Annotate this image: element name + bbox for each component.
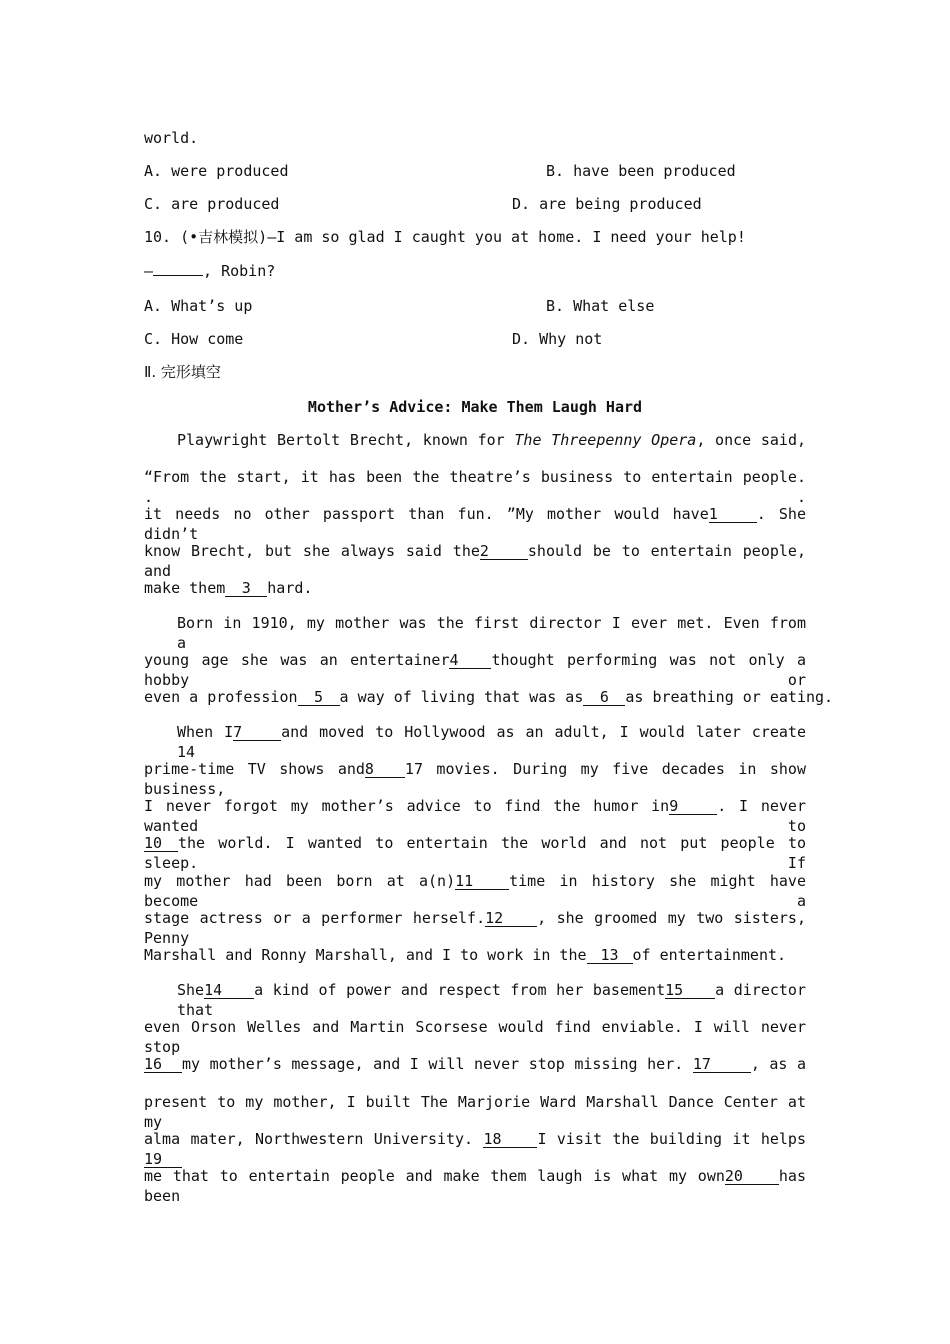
p1-text: Playwright Bertolt Brecht, known for (177, 431, 515, 449)
p1-line-4 (144, 541, 806, 581)
p3-line-7 (144, 945, 786, 965)
q9-option-c: C. are produced (144, 195, 280, 213)
p1-text: make them (144, 579, 226, 597)
p1-text: . She didn’t (144, 505, 806, 543)
blank-11[interactable]: 11 (455, 873, 509, 890)
blank-6[interactable]: 6 (583, 689, 625, 706)
blank-9[interactable]: 9 (669, 798, 717, 815)
blank-3[interactable]: 3 (225, 580, 267, 597)
passage-title: Mother’s Advice: Make Them Laugh Hard (307, 398, 643, 416)
p1-line-2: “From the start, it has been the theatre’s business to entertain people. . . (144, 468, 806, 506)
p3-text: my mother had been born at a(n) (144, 872, 456, 890)
q9-option-a: A. were produced (144, 162, 289, 180)
blank-14[interactable]: 14 (204, 982, 254, 999)
p3-text: time in history she might have become a (144, 872, 806, 910)
blank-15[interactable]: 15 (665, 982, 715, 999)
p4-text: me that to entertain people and make them laugh is what my own (144, 1167, 725, 1185)
p4-text: I visit the building it helps (537, 1130, 806, 1148)
p1-line-5 (144, 578, 312, 598)
p3-text: and moved to Hollywood as an adult, I would later create 14 (177, 723, 806, 761)
section-heading: Ⅱ. 完形填空 (144, 363, 221, 381)
p3-text: Marshall and Ronny Marshall, and I to work in the (144, 946, 587, 964)
p2-line-2 (144, 650, 806, 690)
q10-reply-prefix: — (144, 262, 154, 280)
p3-text: stage actress or a performer herself. (144, 909, 486, 927)
blank-5[interactable]: 5 (298, 689, 340, 706)
p2-line-3 (144, 687, 833, 707)
p2-line-1: Born in 1910, my mother was the first director I ever met. Even from a (177, 614, 806, 652)
p1-text: know Brecht, but she always said the (144, 542, 480, 560)
p3-line-5 (144, 871, 806, 911)
p3-text: , she groomed my two sisters, Penny (144, 909, 806, 947)
p2-text: a way of living that was as (339, 688, 584, 706)
p1-text: it needs no other passport than fun. ”My mother would have (144, 505, 709, 523)
p3-text: When I (177, 723, 234, 741)
q9-option-d: D. are being produced (512, 195, 702, 213)
p4-line-6 (144, 1166, 806, 1206)
q10-option-a: A. What’s up (144, 297, 253, 315)
blank-19[interactable]: 19 (144, 1151, 182, 1168)
p3-text: I never forgot my mother’s advice to find the humor in (144, 797, 670, 815)
blank-17[interactable]: 17 (693, 1056, 751, 1073)
blank-7[interactable]: 7 (233, 724, 281, 741)
p4-text: alma mater, Northwestern University. (144, 1130, 474, 1148)
p4-text: She (177, 981, 205, 999)
p1-line-1 (177, 430, 806, 450)
blank-16[interactable]: 16 (144, 1056, 182, 1073)
blank-18[interactable]: 18 (483, 1131, 537, 1148)
p4-text: a director that (177, 981, 806, 1019)
p3-text: 17 movies. During my five decades in show business, (144, 760, 806, 798)
p4-line-3 (144, 1054, 806, 1074)
p3-line-3 (144, 796, 806, 836)
q9-option-b: B. have been produced (546, 162, 736, 180)
blank-4[interactable]: 4 (449, 652, 491, 669)
p3-line-1 (177, 722, 806, 762)
p1-text: , once said, (696, 431, 806, 449)
blank-13[interactable]: 13 (587, 947, 633, 964)
p1-line-3 (144, 504, 806, 544)
q10-reply-suffix: , Robin? (203, 262, 276, 280)
blank-12[interactable]: 12 (485, 910, 537, 927)
q9-tail: world. (144, 129, 199, 147)
blank-8[interactable]: 8 (365, 761, 405, 778)
p4-text: a kind of power and respect from her basement (254, 981, 666, 999)
p4-line-5 (144, 1129, 806, 1169)
q10-option-d: D. Why not (512, 330, 603, 348)
q10-reply (144, 261, 275, 281)
p3-text: prime-time TV shows and (144, 760, 365, 778)
p3-text: the world. I wanted to entertain the world and not put people to sleep. If (144, 834, 806, 872)
p3-text: of entertainment. (632, 946, 787, 964)
q10-option-b: B. What else (546, 297, 655, 315)
p1-text: hard. (267, 579, 313, 597)
p2-text: thought performing was not only a hobby or (144, 651, 806, 689)
p4-text: my mother’s message, and I will never stop missing her. (182, 1055, 684, 1073)
p3-line-4 (144, 833, 806, 873)
blank-10[interactable]: 10 (144, 835, 178, 852)
p2-text: as breathing or eating. (625, 688, 834, 706)
q10-option-c: C. How come (144, 330, 244, 348)
p4-line-1 (177, 980, 806, 1020)
p3-line-2 (144, 759, 806, 799)
blank-1[interactable]: 1 (709, 506, 757, 523)
blank-2[interactable]: 2 (480, 543, 528, 560)
p2-text: even a profession (144, 688, 298, 706)
q10-blank[interactable] (153, 275, 203, 276)
blank-20[interactable]: 20 (725, 1168, 779, 1185)
p4-text: , as a (750, 1055, 807, 1073)
q10-stem: 10. (•吉林模拟)—I am so glad I caught you at home. I need your help! (144, 228, 746, 246)
book-title: The Threepenny Opera (514, 431, 697, 449)
p3-text: . I never wanted to (144, 797, 806, 835)
p4-text: has been (144, 1167, 806, 1205)
p4-line-2: even Orson Welles and Martin Scorsese would find enviable. I will never stop (144, 1018, 806, 1056)
p1-text: should be to entertain people, and (144, 542, 806, 580)
p4-line-4: present to my mother, I built The Marjorie Ward Marshall Dance Center at my (144, 1093, 806, 1131)
p2-text: young age she was an entertainer (144, 651, 450, 669)
p3-line-6 (144, 908, 806, 948)
